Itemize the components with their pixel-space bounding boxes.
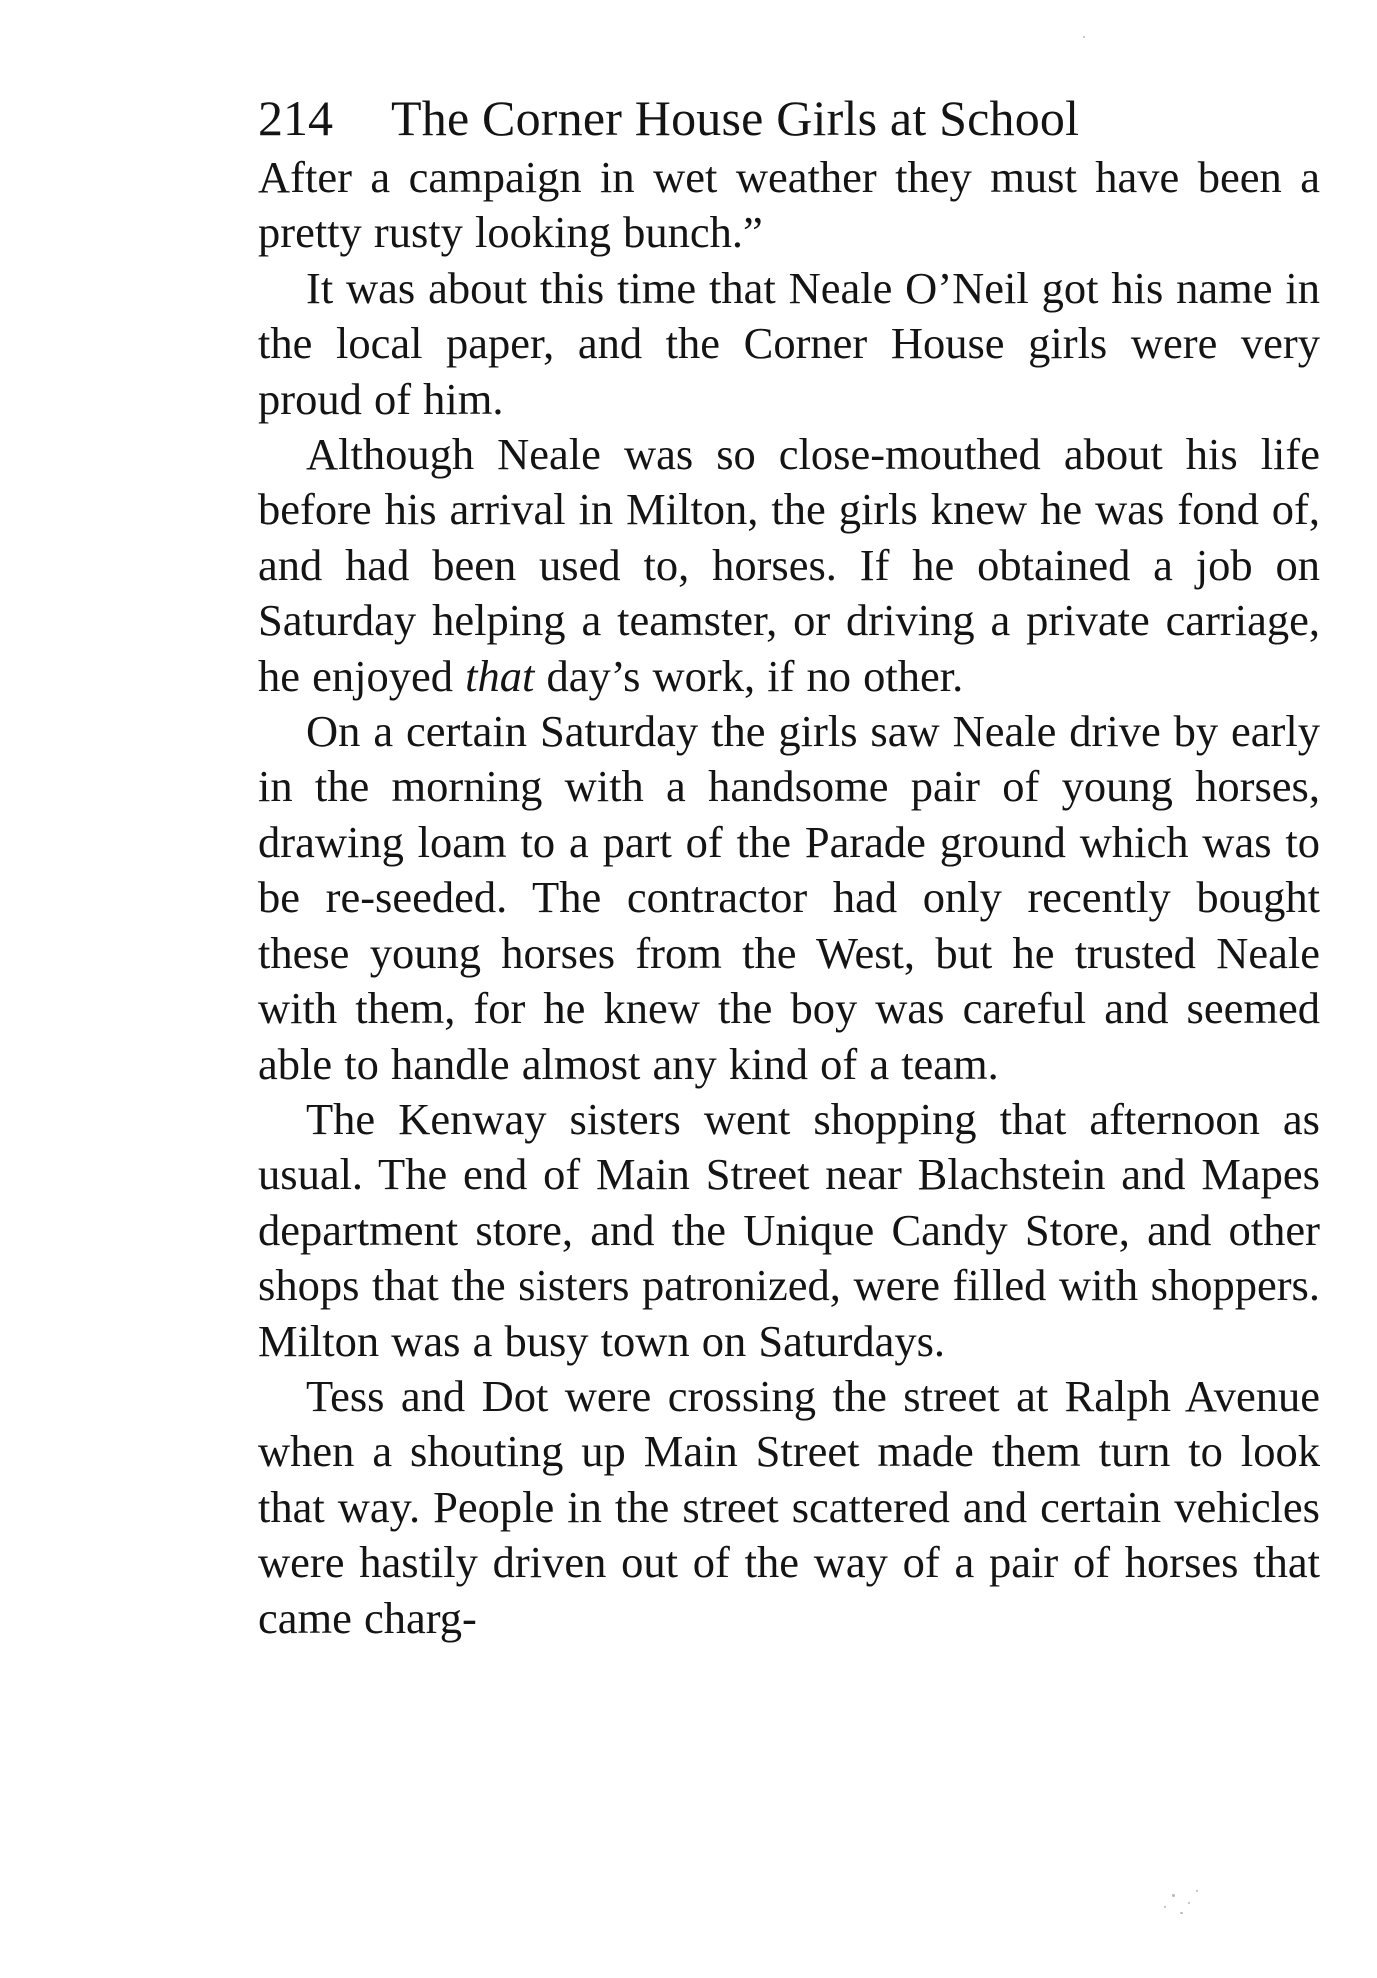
paragraph-text: Although Neale was so close-mouthed about his life before his arrival in Milton, the girls knew he was fond of, and had been used to, horses. If he obtained a job on Saturday helping a teamster, or driving a private carriage, he enjoyed bbox=[258, 429, 1320, 701]
scan-speck bbox=[1196, 1890, 1198, 1892]
paragraph bbox=[258, 427, 1320, 704]
paragraph-text: Tess and Dot were crossing the street at Ralph Avenue when a shouting up Main Street made them turn to look that way. People in the street scattered and certain vehicles were hastily driven out of the way of a pair of horses that came charg- bbox=[258, 1370, 1320, 1643]
scan-speck bbox=[1188, 1902, 1190, 1904]
scan-speck bbox=[1083, 36, 1085, 38]
paragraph-text: It was about this time that Neale O’Neil got his name in the local paper, and the Corner House girls were very proud of him. bbox=[258, 262, 1320, 424]
paragraph bbox=[258, 150, 1320, 261]
body-text bbox=[258, 150, 1320, 1646]
paragraph bbox=[258, 704, 1320, 1092]
paragraph bbox=[258, 1092, 1320, 1369]
paragraph-text: The Kenway sisters went shopping that afternoon as usual. The end of Main Street near Blachstein and Mapes department store, and the Unique Candy Store, and other shops that the sisters patronized, were filled with shoppers. Milton was a busy town on Saturdays. bbox=[258, 1093, 1320, 1366]
page-number: 214 bbox=[258, 90, 333, 146]
italic-text: that bbox=[465, 650, 535, 701]
running-head bbox=[258, 88, 1320, 150]
paragraph bbox=[258, 1369, 1320, 1646]
scan-speck bbox=[1164, 1906, 1166, 1908]
paragraph-text: After a campaign in wet weather they must have been a pretty rusty looking bunch.” bbox=[258, 152, 1320, 258]
paragraph-text: day’s work, if no other. bbox=[534, 650, 964, 701]
scan-speck bbox=[1180, 1912, 1183, 1914]
paragraph bbox=[258, 261, 1320, 427]
book-page bbox=[258, 88, 1320, 1646]
book-title: The Corner House Girls at School bbox=[391, 90, 1080, 146]
scan-speck bbox=[1172, 1894, 1175, 1897]
paragraph-text: On a certain Saturday the girls saw Neale drive by early in the morning with a handsome pair of young horses, drawing loam to a part of the Parade ground which was to be re-seeded. The contractor had only recently bought these young horses from the West, but he trusted Neale with them, for he knew the boy was careful and seemed able to handle almost any kind of a team. bbox=[258, 706, 1320, 1089]
